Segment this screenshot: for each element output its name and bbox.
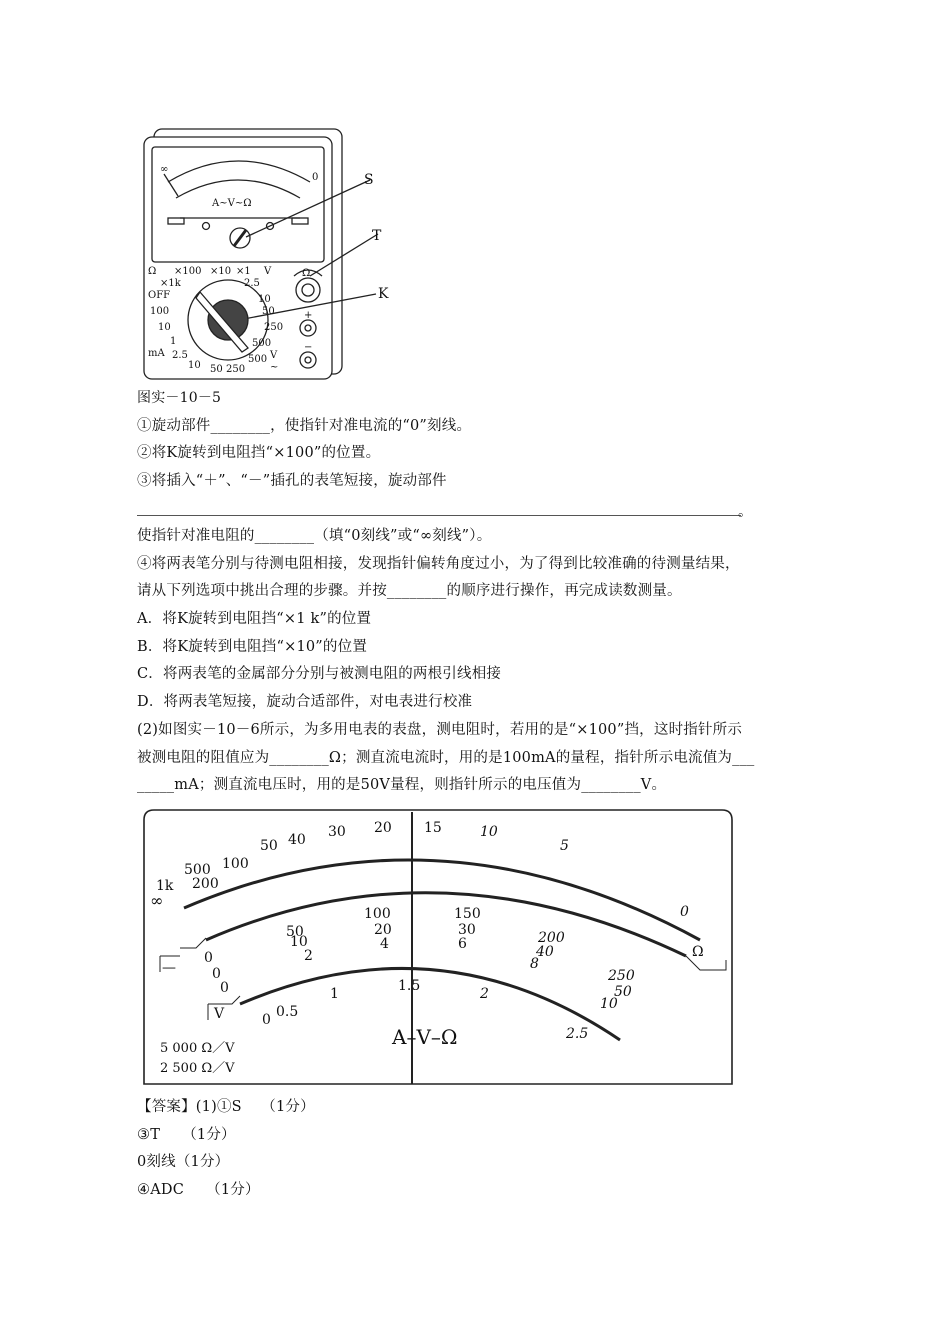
ohm-40: 40 — [288, 832, 306, 848]
dc-c-4: 4 — [380, 936, 389, 952]
ohm-15: 15 — [424, 820, 442, 836]
switch-tilde: ~ — [270, 362, 279, 373]
answer-line-4: ④ADC （1分） — [137, 1182, 260, 1198]
dc-a-250: 250 — [608, 968, 635, 984]
meter-face-figure — [140, 808, 736, 1090]
dc-b-50: 50 — [614, 984, 632, 1000]
label-s: S — [364, 172, 374, 188]
switch-ma10: 10 — [158, 322, 171, 333]
question-line-12: 被测电阻的阻值应为________Ω；测直流电流时，用的是100mA的量程，指针所示电流值为___ — [137, 750, 755, 766]
answer-line-3: 0刻线（1分） — [137, 1154, 230, 1170]
knob-omega: Ω — [302, 268, 311, 279]
option-c: C．将两表笔的金属部分分别与被测电阻的两根引线相接 — [137, 666, 502, 682]
ac-0-5: 0.5 — [276, 1004, 299, 1020]
switch-v50: 50 — [262, 306, 275, 317]
sensitivity-ac: 2 500 Ω／V — [160, 1061, 235, 1076]
ohm-10: 10 — [480, 824, 498, 840]
blank-period: 。 — [738, 504, 753, 520]
label-k: K — [378, 286, 389, 302]
ohm-0: 0 — [680, 904, 689, 920]
switch-v250: 250 — [264, 322, 284, 333]
switch-ma2-5: 2.5 — [172, 350, 188, 361]
dc-c-2: 2 — [304, 948, 313, 964]
ohm-50: 50 — [260, 838, 278, 854]
question-line-4: 使指针对准电阻的________（填“0刻线”或“∞刻线”）。 — [137, 528, 492, 544]
dc-c-8: 8 — [530, 956, 539, 972]
switch-v2-5: 2.5 — [244, 278, 260, 289]
switch-x10: ×10 — [210, 266, 232, 277]
switch-v10: 10 — [258, 294, 271, 305]
dc-c-0: 0 — [220, 980, 229, 996]
switch-v500: 500 — [252, 338, 272, 349]
switch-ma1: 1 — [170, 336, 177, 347]
ac-1-5: 1.5 — [398, 978, 421, 994]
center-label: A–V–Ω — [392, 1025, 458, 1049]
switch-ma100: 100 — [150, 306, 170, 317]
switch-x100: ×100 — [174, 266, 202, 277]
switch-x1k: ×1k — [160, 278, 181, 289]
dc-a-150: 150 — [454, 906, 481, 922]
switch-omega: Ω — [148, 266, 157, 277]
question-line-5: ④将两表笔分别与待测电阻相接，发现指针偏转角度过小，为了得到比较准确的待测量结果， — [137, 556, 740, 572]
scale-zero: 0 — [312, 172, 319, 183]
ohm-500: 500 — [184, 862, 211, 878]
answer-line-1: 【答案】(1)①S （1分） — [137, 1099, 315, 1115]
dc-a-200: 200 — [538, 930, 565, 946]
switch-b10: 10 — [188, 360, 201, 371]
ohm-100: 100 — [222, 856, 249, 872]
ac-2-5: 2.5 — [566, 1026, 589, 1042]
question-line-2: ②将K旋转到电阻挡“×100”的位置。 — [137, 445, 381, 461]
figure-caption-1: 图实－10－5 — [137, 390, 222, 406]
option-d: D．将两表笔短接，旋动合适部件，对电表进行校准 — [137, 694, 473, 710]
question-line-6: 请从下列选项中挑出合理的步骤。并按________的顺序进行操作，再完成读数测量。 — [137, 583, 682, 599]
dc-c-6: 6 — [458, 936, 467, 952]
ac-0: 0 — [262, 1012, 271, 1028]
switch-x1: ×1 — [236, 266, 251, 277]
ohm-30: 30 — [328, 824, 346, 840]
jack-plus: + — [304, 310, 313, 321]
switch-bv: V — [270, 350, 278, 361]
sensitivity-dc: 5 000 Ω／V — [160, 1041, 235, 1056]
switch-b500v: 500 — [248, 354, 268, 365]
ohm-infinity: ∞ — [150, 891, 164, 910]
dc-a-100: 100 — [364, 906, 391, 922]
dc-box: — — [162, 960, 176, 976]
scale-infinity: ∞ — [160, 164, 169, 175]
switch-off: OFF — [148, 290, 171, 301]
dc-b-40: 40 — [536, 944, 554, 960]
option-b: B．将K旋转到电阻挡“×10”的位置 — [137, 639, 368, 655]
switch-b250: 250 — [226, 364, 246, 375]
dial-scale-label: A~V~Ω — [212, 198, 252, 209]
ohm-box: Ω — [692, 944, 704, 960]
switch-b50: 50 — [210, 364, 223, 375]
switch-v: V — [264, 266, 272, 277]
dc-b-10: 10 — [290, 934, 308, 950]
switch-ma: mA — [148, 348, 165, 359]
dc-b-0: 0 — [212, 966, 221, 982]
jack-minus: − — [304, 342, 313, 353]
ohm-5: 5 — [560, 838, 569, 854]
ohm-1k: 1k — [156, 878, 174, 894]
answer-line-2: ③T （1分） — [137, 1127, 236, 1143]
dc-b-20: 20 — [374, 922, 392, 938]
answer-blank-line — [137, 515, 741, 516]
dc-a-0: 0 — [204, 950, 213, 966]
question-line-1: ①旋动部件________，使指针对准电流的“0”刻线。 — [137, 418, 472, 434]
label-t: T — [372, 228, 382, 244]
dc-a-50: 50 — [286, 924, 304, 940]
ac-1: 1 — [330, 986, 339, 1002]
question-line-13: _____mA；测直流电压时，用的是50V量程，则指针所示的电压值为________V。 — [137, 777, 667, 793]
question-line-11: (2)如图实－10－6所示，为多用电表的表盘，测电阻时，若用的是“×100”挡，这时指针所示 — [137, 722, 743, 738]
dc-c-10: 10 — [600, 996, 618, 1012]
question-line-3: ③将插入“＋”、“－”插孔的表笔短接，旋动部件 — [137, 473, 447, 489]
multimeter-figure — [140, 122, 389, 380]
dc-b-30: 30 — [458, 922, 476, 938]
ohm-20: 20 — [374, 820, 392, 836]
option-a: A．将K旋转到电阻挡“×1 k”的位置 — [137, 611, 372, 627]
ac-2: 2 — [480, 986, 489, 1002]
ohm-200: 200 — [192, 876, 219, 892]
ac-box-v: V — [214, 1006, 225, 1022]
